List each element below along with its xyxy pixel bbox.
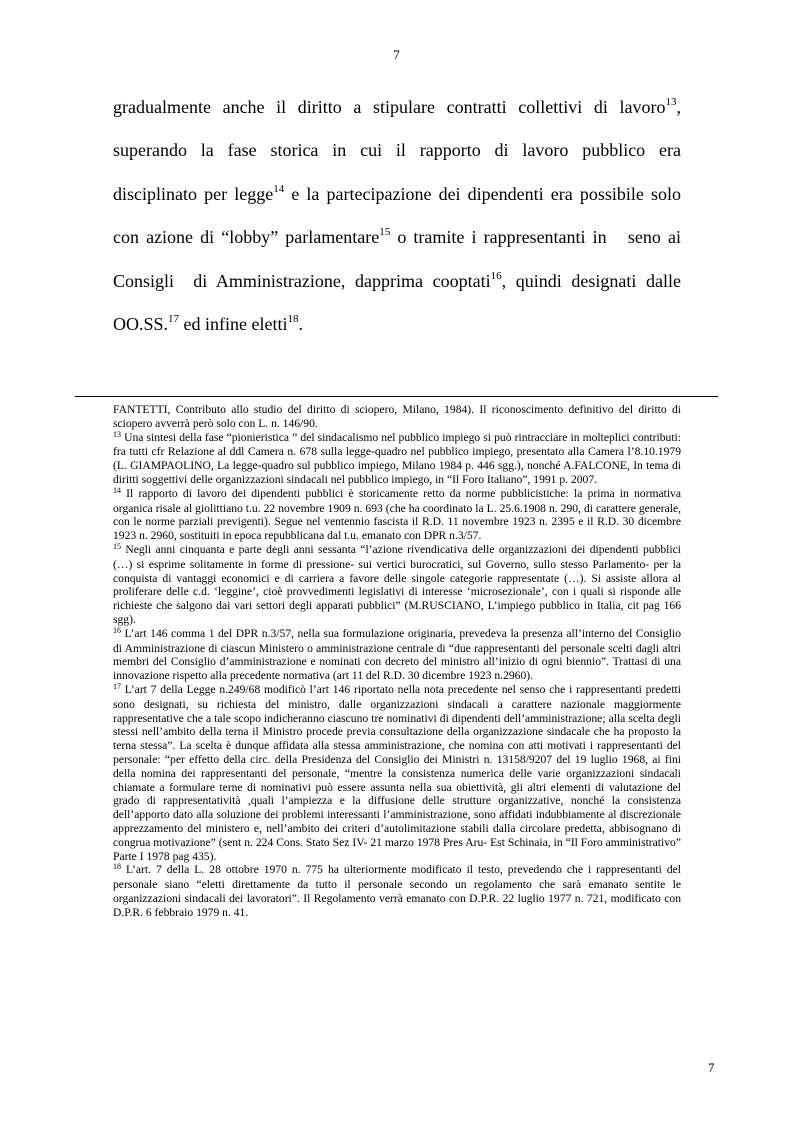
footnote-number: 15 [113, 541, 121, 551]
footnote-ref[interactable]: 14 [273, 182, 285, 195]
footnote-ref[interactable]: 17 [168, 312, 180, 325]
footnote-number: 14 [113, 485, 121, 495]
page-number-bottom: 7 [708, 1060, 715, 1075]
body-text [113, 86, 681, 346]
footnote-13: $^{13}$ Una sintesi della fase “pionieristica ” del sindacalismo nel pubblico impiego si può rintracciare in molteplici contributi: fra tutti cfr Relazione al ddl Camera n. 678 sulla legge-quadro nel pubblico impiego, presentato alla Camera l’8.10.1979 (L. GIAMPAOLINO, La legge-quadro sul pubblico impiego, Milano 1984 p. 446 sgg.), nonché A.FALCONE, In tema di diritti soggettivi delle organizzazioni sindacali nel pubblico impiego, in “Il Foro Italiano”, 1991 p. 2007. [113, 429, 681, 486]
page-number-top: 7 [393, 47, 400, 62]
footnote-ref[interactable]: 13 [665, 96, 677, 108]
footnote-number: 18 [113, 862, 121, 872]
body-line: OO.SS.$^{17}$ ed infine eletti$^{18}$. [113, 312, 303, 334]
body-line: gradualmente anche il diritto a stipulare contratti collettivi di lavoro$^{13}$, [113, 96, 681, 117]
footnote-18: $^{18}$ L’art. 7 della L. 28 ottobre 1970 n. 775 ha ulteriormente modificato il testo, prevedendo che i rappresentanti del personale siano “eletti direttamente da tutto il personale secondo un regolamento che sarà emanato sentite le organizzazioni sindacali dei lavoratori”. Il Regolamento verrà emanato con D.P.R. 22 luglio 1977 n. 721, modificato con D.P.R. 6 febbraio 1979 n. 41. [113, 862, 681, 919]
footnote-number: 13 [113, 429, 121, 439]
footnote-separator [75, 396, 718, 397]
body-line: superando la fase storica in cui il rapporto di lavoro pubblico era [113, 140, 681, 161]
body-line: disciplinato per legge$^{14}$ e la partecipazione dei dipendenti era possibile solo [113, 182, 681, 204]
footnote-number: 16 [113, 625, 121, 635]
footnote-ref[interactable]: 15 [379, 226, 391, 239]
footnote-ref[interactable]: 16 [490, 269, 502, 282]
footnote-continued: FANTETTI, Contributo allo studio del diritto di sciopero, Milano, 1984). Il riconoscimento definitivo del diritto di sciopero avverrà però solo con L. n. 146/90. [113, 403, 681, 430]
footnote-15: $^{15}$ Negli anni cinquanta e parte degli anni sessanta “l’azione rivendicativa delle organizzazioni dei dipendenti pubblici (…) si esprime solitamente in forme di pressione- sui vertici burocratici, sul Governo, sullo stesso Parlamento- per la conquista di vantaggi economici e di carriera a favore delle singole categorie rappresentate (…). Si assiste allora al proliferare delle c.d. ‘leggine’, cioè provvedimenti legislativi di interesse ‘microsezionale’, con i quali si risponde alle richieste che salgono dai vari settori degli apparati pubblici” (M.RUSCIANO, L’impiego pubblico in Italia, cit pag 166 sgg). [113, 541, 681, 626]
footnote-number: 17 [113, 681, 121, 691]
footnote-ref[interactable]: 18 [287, 312, 299, 325]
body-line: con azione di “lobby” parlamentare$^{15}$ o tramite i rappresentanti in seno ai [113, 226, 681, 248]
footnotes [113, 403, 681, 919]
footnote-17: $^{17}$ L’art 7 della Legge n.249/68 modificò l’art 146 riportato nella nota precedente nel senso che i rappresentanti predetti sono designati, su richiesta del ministro, dalle organizzazioni sindacali a carattere nazionale maggiormente rappresentative che a tale scopo indicheranno ciascuno tre nominativi di dipendenti dell’amministrazione; alla scelta degli stessi nell’ambito della terna il Ministro procede previa consultazione della organizzazione sindacale che ha proposto la terna stessa”. La scelta è dunque affidata alla stessa amministrazione, che nomina con atti motivati i rappresentanti del personale: “per effetto della circ. della Presidenza del Consiglio dei Ministri n. 13158/9207 del 19 luglio 1968, ai fini della nomina dei rappresentanti del personale, “mentre la consistenza numerica delle varie organizzazioni sindacali chiamate a formulare terne di nominativi può essere assunta nella sua obiettività, gli altri elementi di valutazione del grado di rappresentatività ,quali l’ampiezza e la diffusione delle strutture organizzative, nonché la consistenza dell’apporto dato alla soluzione dei problemi interessanti l’amministrazione, sono affidati indubbiamente al discrezionale apprezzamento del ministero e, nell’ambito dei criteri d’autolimitazione stabili dalla circolare predetta, abbisognano di congrua motivazione” (sent n. 224 Cons. Stato Sez IV- 21 marzo 1978 Pres Aru- Est Schinaia, in “Il Foro amministrativo” Parte I 1978 pag 435). [113, 681, 681, 863]
body-line: Consigli di Amministrazione, dapprima cooptati$^{16}$, quindi designati dalle [113, 269, 681, 291]
footnote-14: $^{14}$ Il rapporto di lavoro dei dipendenti pubblici è storicamente retto da norme pubblicistiche: la prima in normativa organica risale al giolittiano t.u. 22 novembre 1909 n. 693 (che ha coordinato la L. 25.6.1908 n. 290, di carattere generale, con le norme parziali previgenti). Segue nel ventennio fascista il R.D. 11 novembre 1923 n. 2395 e il R.D. 30 dicembre 1923 n. 2960, sostituiti in epoca repubblicana dal t.u. emanato con DPR n.3/57. [113, 485, 681, 543]
footnote-16: $^{16}$ L’art 146 comma 1 del DPR n.3/57, nella sua formulazione originaria, prevedeva la presenza all’interno del Consiglio di Amministrazione di ciascun Ministero o amministrazione centrale di “due rappresentanti del personale scelti dagli altri membri del Consiglio d’amministrazione e nominati con decreto del ministro all’inizio di ogni biennio”. Trattasi di una innovazione rispetto alla precedente normativa (art 11 del R.D. 30 dicembre 1923 n.2960). [113, 625, 681, 683]
